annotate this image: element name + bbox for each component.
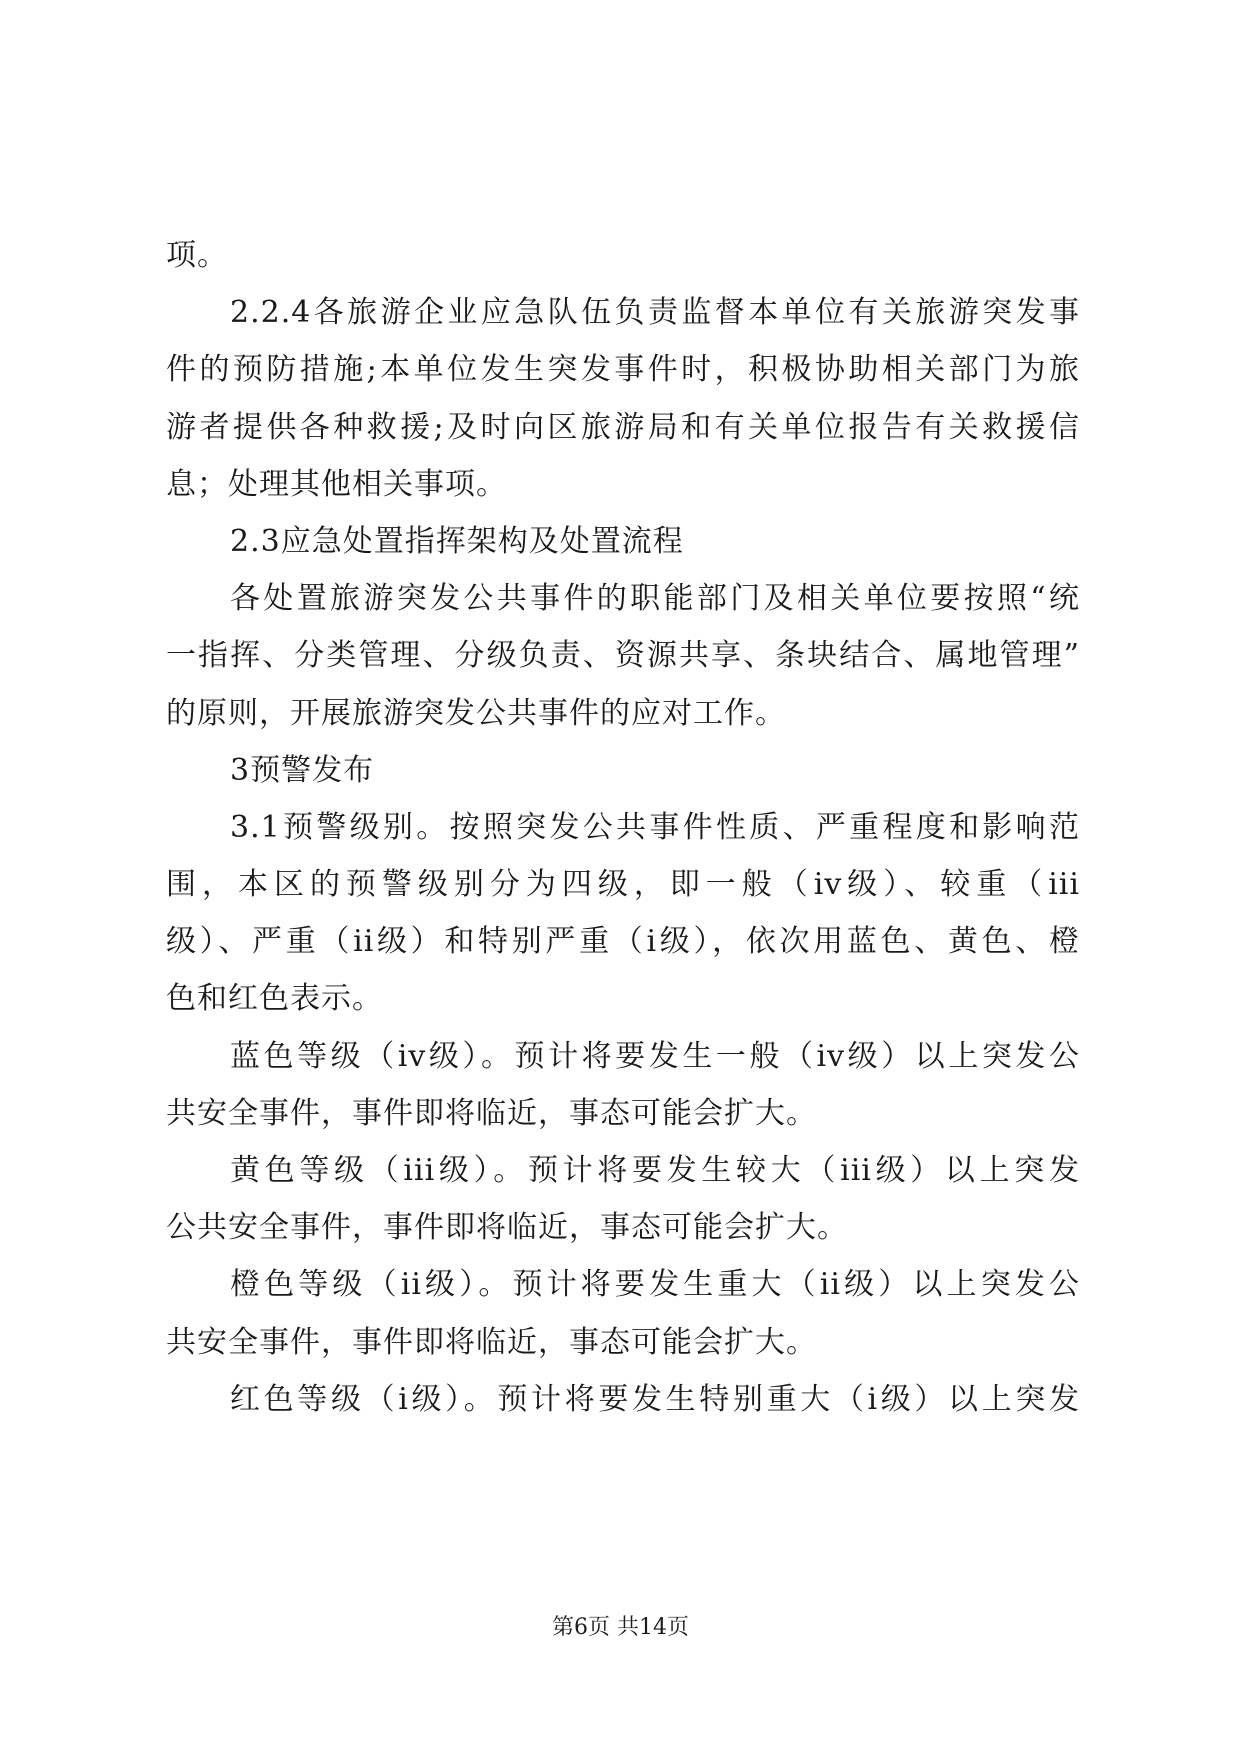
text-line: 件的预防措施;本单位发生突发事件时，积极协助相关部门为旅 [166, 352, 1080, 388]
text-line: 级）、严重（ii级）和特别严重（i级），依次用蓝色、黄色、橙 [166, 924, 1080, 960]
text-line: 各处置旅游突发公共事件的职能部门及相关单位要按照“统 [230, 581, 1080, 617]
text-line: 黄色等级（iii级）。预计将要发生较大（iii级）以上突发 [230, 1153, 1080, 1188]
text-line: 蓝色等级（iv级）。预计将要发生一般（iv级）以上突发公 [230, 1038, 1080, 1074]
text-line: 2.2.4各旅游企业应急队伍负责监督本单位有关旅游突发事 [230, 295, 1080, 331]
text-line: 项。 [166, 238, 228, 273]
text-line: 公共安全事件，事件即将临近，事态可能会扩大。 [166, 1210, 848, 1246]
text-line: 红色等级（i级）。预计将要发生特别重大（i级）以上突发 [230, 1381, 1080, 1417]
text-line: 围，本区的预警级别分为四级，即一般（iv级）、较重（iii [166, 867, 1080, 903]
text-line: 共安全事件，事件即将临近，事态可能会扩大。 [166, 1095, 817, 1131]
text-line: 3.1预警级别。按照突发公共事件性质、严重程度和影响范 [230, 809, 1080, 845]
text-line: 息；处理其他相关事项。 [166, 466, 507, 502]
text-line: 色和红色表示。 [166, 981, 383, 1017]
text-line: 一指挥、分类管理、分级负责、资源共享、条块结合、属地管理” [166, 638, 1080, 674]
text-line: 共安全事件，事件即将临近，事态可能会扩大。 [166, 1324, 817, 1360]
text-line: 游者提供各种救援;及时向区旅游局和有关单位报告有关救援信 [166, 409, 1080, 445]
document-body [166, 227, 1080, 1428]
text-line: 橙色等级（ii级）。预计将要发生重大（ii级）以上突发公 [230, 1267, 1080, 1303]
text-line: 的原则，开展旅游突发公共事件的应对工作。 [166, 695, 786, 731]
section-heading: 3预警发布 [230, 752, 375, 788]
section-heading: 2.3应急处置指挥架构及处置流程 [230, 523, 684, 559]
page-number-footer: 第6页 共14页 [552, 1615, 689, 1640]
